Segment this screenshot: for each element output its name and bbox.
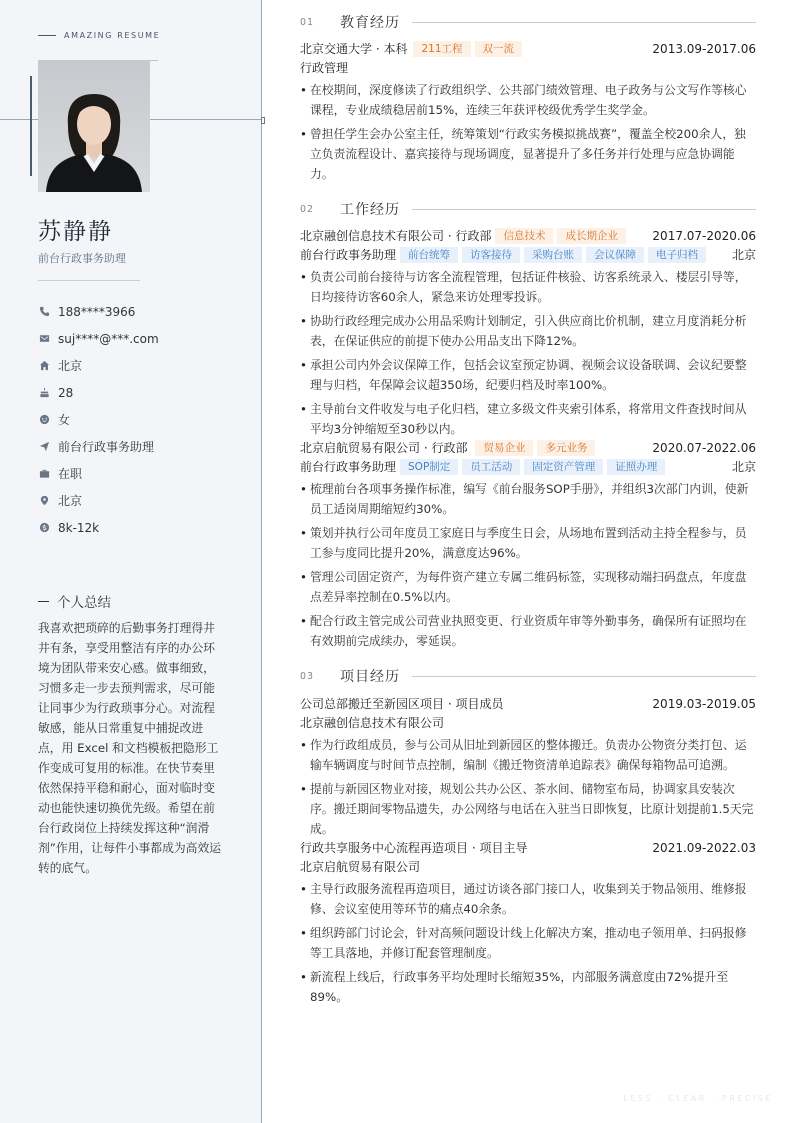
education-school: 北京交通大学 · 本科 (300, 42, 408, 56)
job-date: 2020.07-2022.06 (652, 440, 756, 455)
list-item: • 主导前台文件收发与电子化归档，建立多级文件夹索引体系，将常用文件查找时间从平均3分钟缩短至30秒以内。 (300, 399, 756, 439)
project-company-row (300, 857, 756, 876)
project-company-row (300, 713, 756, 732)
job-header-row (300, 438, 756, 457)
contact-home-value: 北京 (58, 359, 83, 373)
job-bullets (300, 479, 756, 651)
skill-tag: 前台统筹 (400, 247, 458, 263)
send-icon (38, 441, 50, 453)
photo-accent-bar (30, 76, 32, 176)
project-name: 公司总部搬迁至新园区项目 · 项目成员 (300, 697, 504, 711)
skill-tag: 固定资产管理 (524, 459, 603, 475)
contact-salary-value: 8k-12k (58, 520, 100, 535)
brand-text: AMAZING RESUME (64, 31, 161, 40)
location-pin-icon (38, 495, 50, 507)
contact-target-role (38, 433, 159, 460)
projects-section-number: 03 (300, 670, 315, 682)
summary-title: 个人总结 (57, 595, 111, 611)
work-section-number: 02 (300, 203, 315, 215)
work-section-header (300, 199, 756, 219)
summary-dash (38, 601, 49, 602)
job-position: 前台行政事务助理 (300, 248, 397, 262)
job-entry (300, 438, 756, 655)
list-item: • 提前与新园区物业对接，规划公共办公区、茶水间、储物室布局，协调家具安装次序。搬迁期间零物品遗失，办公网络与电话在入驻当日即恢复，比原计划提前1.5天完成。 (300, 779, 756, 839)
contact-email (38, 325, 159, 352)
list-item: • 负责公司前台接待与访客全流程管理，包括证件核验、访客系统录入、楼层引导等，日均接待访客60余人，紧急来访处理零投诉。 (300, 267, 756, 307)
cake-icon (38, 387, 50, 399)
project-date: 2019.03-2019.05 (652, 696, 756, 711)
contact-target-role-value: 前台行政事务助理 (58, 440, 155, 454)
work-section-rule (412, 209, 756, 210)
contact-location-value: 北京 (58, 494, 83, 508)
projects-section-header (300, 666, 756, 686)
skill-tag: 电子归档 (648, 247, 706, 263)
contact-salary (38, 514, 159, 541)
skill-tag: 证照办理 (607, 459, 665, 475)
education-section-title: 教育经历 (340, 15, 400, 31)
education-major-row (300, 58, 756, 77)
contact-email-value: suj****@***.com (58, 331, 159, 346)
list-item: • 在校期间，深度修读了行政组织学、公共部门绩效管理、电子政务与公文写作等核心课程，专业成绩稳居前15%，连续三年获评校级优秀学生奖学金。 (300, 80, 756, 120)
list-item: • 作为行政组成员，参与公司从旧址到新园区的整体搬迁。负责办公物资分类打包、运输车辆调度与时间节点控制，编制《搬迁物资清单追踪表》确保每箱物品可追溯。 (300, 735, 756, 775)
phone-icon (38, 306, 50, 318)
contact-list (38, 298, 159, 541)
avatar-portrait-icon (38, 60, 150, 192)
list-item: • 协助行政经理完成办公用品采购计划制定，引入供应商比价机制，建立月度消耗分析表，在保证供应的前提下使办公用品支出下降12%。 (300, 311, 756, 351)
footer-watermark: LESS · CLEAR · PRECISE (623, 1094, 773, 1103)
job-date: 2017.07-2020.06 (652, 228, 756, 243)
contact-home (38, 352, 159, 379)
brand-line (38, 35, 56, 36)
list-item: • 配合行政主管完成公司营业执照变更、行业资质年审等外勤事务，确保所有证照均在有效期前完成续办，零延误。 (300, 611, 756, 651)
salary-icon (38, 522, 50, 534)
list-item: • 承担公司内外会议保障工作，包括会议室预定协调、视频会议设备联调、会议纪要整理与归档，年保障会议超350场，纪要归档及时率100%。 (300, 355, 756, 395)
contact-phone (38, 298, 159, 325)
job-company: 北京启航贸易有限公司 · 行政部 (300, 441, 468, 455)
contact-age-value: 28 (58, 385, 74, 400)
projects-section-title: 项目经历 (340, 669, 400, 685)
job-location: 北京 (731, 248, 756, 262)
avatar (38, 60, 150, 192)
company-tag: 信息技术 (495, 228, 553, 244)
contact-location (38, 487, 159, 514)
skill-tag: 访客接待 (462, 247, 520, 263)
briefcase-icon (38, 468, 50, 480)
project-header-row (300, 694, 756, 713)
company-tag: 成长期企业 (557, 228, 626, 244)
list-item: • 梳理前台各项事务操作标准，编写《前台服务SOP手册》，并组织3次部门内训，使新员工适岗周期缩短约30%。 (300, 479, 756, 519)
job-header-row (300, 226, 756, 245)
list-item: • 曾担任学生会办公室主任，统筹策划“行政实务模拟挑战赛”，覆盖全校200余人，独立负责流程设计、嘉宾接待与现场调度，显著提升了多任务并行处理与应急协调能力。 (300, 124, 756, 184)
mail-icon (38, 333, 50, 345)
skill-tag: 员工活动 (462, 459, 520, 475)
list-item: • 主导行政服务流程再造项目，通过访谈各部门接口人，收集到关于物品领用、维修报修、会议室使用等环节的痛点40余条。 (300, 879, 756, 919)
skill-tag: 采购台账 (524, 247, 582, 263)
education-row (300, 39, 756, 58)
skill-tag: 会议保障 (586, 247, 644, 263)
project-bullets (300, 879, 756, 1007)
project-company: 北京启航贸易有限公司 (300, 860, 421, 874)
education-major: 行政管理 (300, 61, 349, 75)
job-entry (300, 226, 756, 443)
home-icon (38, 360, 50, 372)
profile-name: 苏静静 (38, 219, 113, 245)
brand (38, 31, 160, 40)
job-bullets (300, 267, 756, 439)
profile-role: 前台行政事务助理 (38, 252, 126, 265)
company-tag: 多元业务 (537, 440, 595, 456)
education-tag: 双一流 (475, 41, 523, 57)
project-date: 2021.09-2022.03 (652, 840, 756, 855)
face-icon (38, 414, 50, 426)
education-tag: 211工程 (413, 41, 470, 57)
contact-gender-value: 女 (58, 413, 71, 427)
divider-knob (261, 117, 265, 124)
job-company: 北京融创信息技术有限公司 · 行政部 (300, 229, 492, 243)
list-item: • 新流程上线后，行政事务平均处理时长缩短35%，内部服务满意度由72%提升至89%。 (300, 967, 756, 1007)
company-tag: 贸易企业 (475, 440, 533, 456)
education-entry (300, 39, 756, 188)
vertical-divider (261, 0, 262, 1123)
projects-section-rule (412, 676, 756, 677)
job-position-row (300, 245, 756, 264)
job-position: 前台行政事务助理 (300, 460, 397, 474)
contact-age (38, 379, 159, 406)
photo-frame (30, 59, 160, 199)
education-section-number: 01 (300, 16, 315, 28)
education-date: 2013.09-2017.06 (652, 41, 756, 56)
project-entry (300, 838, 756, 1011)
project-name: 行政共享服务中心流程再造项目 · 项目主导 (300, 841, 528, 855)
contact-phone-value: 188****3966 (58, 304, 136, 319)
work-section-title: 工作经历 (340, 202, 400, 218)
education-section-rule (412, 22, 756, 23)
project-bullets (300, 735, 756, 839)
contact-gender (38, 406, 159, 433)
summary-text: 我喜欢把琐碎的后勤事务打理得井井有条，享受用整洁有序的办公环境为团队带来安心感。做事细致，习惯多走一步去预判需求，尽可能让同事少为行政琐事分心。对流程敏感，能从日常重复中捕捉改进点，用 Excel 和文档模板把隐形工作变成可复用的标准。在快节奏里依然保持平稳和耐心，面对临时变动也能快速切换优先级。希望在前台行政岗位上持续发挥这种“润滑剂”作用，让每件小事都成为高效运转的底气。 (38, 621, 222, 875)
name-divider (38, 280, 140, 281)
summary-heading (38, 591, 111, 611)
contact-status (38, 460, 159, 487)
skill-tag: SOP制定 (400, 459, 458, 475)
contact-status-value: 在职 (58, 467, 83, 481)
education-bullets (300, 80, 756, 184)
education-section-header (300, 12, 756, 32)
list-item: • 组织跨部门讨论会，针对高频问题设计线上化解决方案，推动电子领用单、扫码报修等工具落地，并修订配套管理制度。 (300, 923, 756, 963)
project-entry (300, 694, 756, 843)
list-item: • 策划并执行公司年度员工家庭日与季度生日会，从场地布置到活动主持全程参与，员工参与度同比提升20%，满意度达96%。 (300, 523, 756, 563)
job-location: 北京 (731, 460, 756, 474)
list-item: • 管理公司固定资产，为每件资产建立专属二维码标签，实现移动端扫码盘点，年度盘点差异率控制在0.5%以内。 (300, 567, 756, 607)
project-company: 北京融创信息技术有限公司 (300, 716, 445, 730)
job-position-row (300, 457, 756, 476)
project-header-row (300, 838, 756, 857)
